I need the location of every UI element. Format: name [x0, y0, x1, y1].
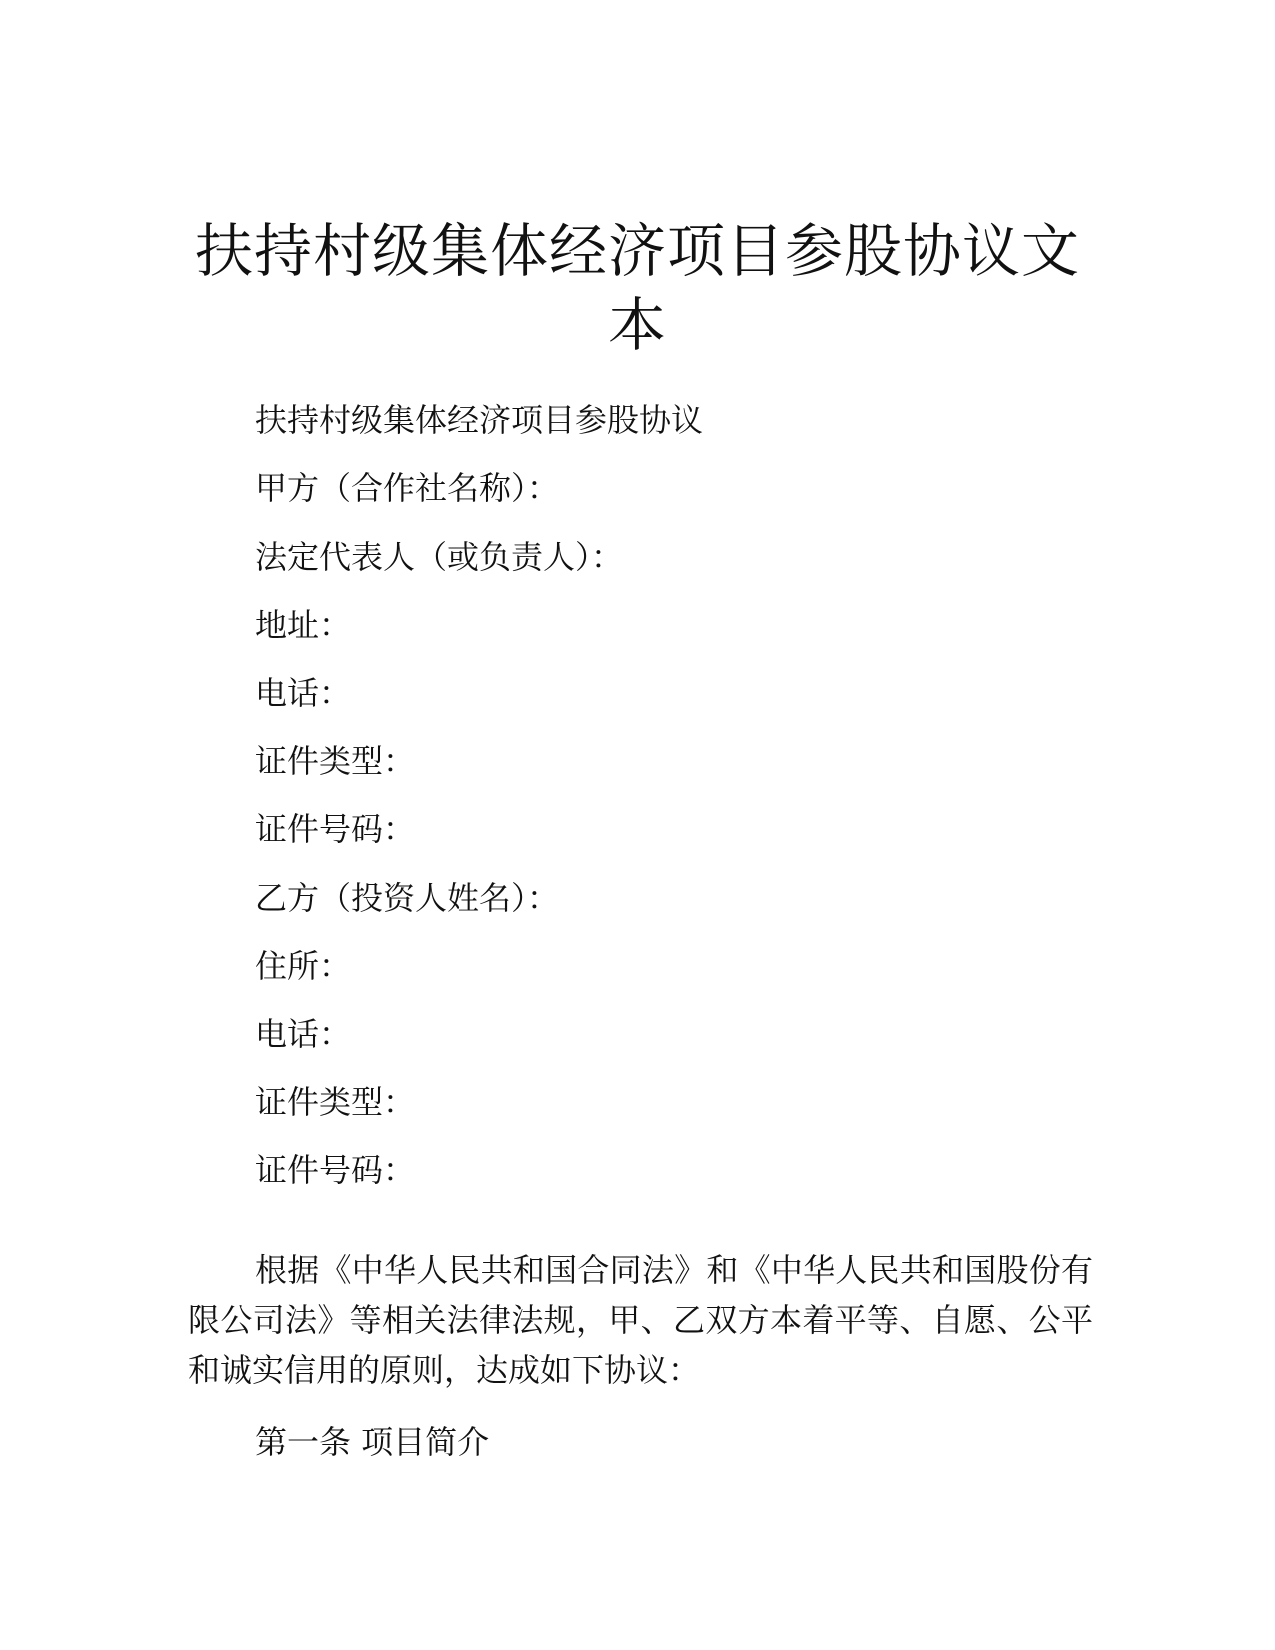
- party-a-id-type-label: 证件类型：: [255, 742, 416, 780]
- party-b-id-number-label: 证件号码：: [255, 1151, 416, 1189]
- agreement-subtitle: 扶持村级集体经济项目参股协议: [255, 401, 704, 439]
- party-a-id-number-label: 证件号码：: [255, 810, 416, 848]
- document-title: 扶持村级集体经济项目参股协议文本: [194, 217, 1080, 359]
- article-1-heading: 第一条 项目简介: [255, 1423, 490, 1461]
- party-a-legal-rep-label: 法定代表人（或负责人）：: [255, 538, 624, 576]
- party-a-name-label: 甲方（合作社名称）：: [255, 469, 560, 507]
- party-b-id-type-label: 证件类型：: [255, 1083, 416, 1121]
- party-a-phone-label: 电话：: [255, 674, 352, 712]
- preamble-paragraph: 根据《中华人民共和国合同法》和《中华人民共和国股份有限公司法》等相关法律法规，甲、乙双方本着平等、自愿、公平和诚实信用的原则，达成如下协议：: [188, 1251, 1093, 1389]
- party-b-phone-label: 电话：: [255, 1015, 352, 1053]
- party-a-address-label: 地址：: [255, 606, 352, 644]
- party-b-residence-label: 住所：: [255, 947, 352, 985]
- party-b-name-label: 乙方（投资人姓名）：: [255, 879, 560, 917]
